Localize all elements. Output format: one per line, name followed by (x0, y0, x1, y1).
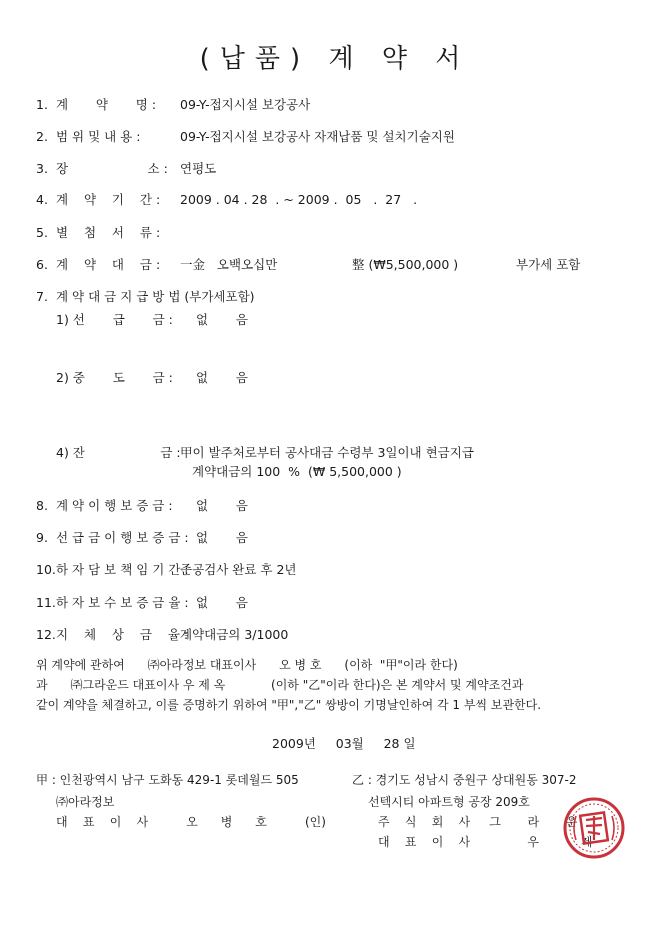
company-seal-icon (562, 796, 626, 860)
clause-line-1: 위 계약에 관하여 ㈜아라정보 대표이사 오 병 호 (이하 "甲"이라 한다) (36, 658, 458, 672)
payment-label: 2) 중 도 금 : (56, 370, 173, 385)
item-number: 2. (36, 129, 48, 144)
item-value: 2009 . 04 . 28 . ~ 2009 . 05 . 27 . (180, 192, 418, 207)
item-label: 선 급 금 이 행 보 증 금 : (56, 530, 189, 545)
payment-value-amount: 계약대금의 100 % (₩ 5,500,000 ) (192, 464, 402, 479)
item-label: 별 첨 서 류 : (56, 225, 161, 240)
item-number: 6. (36, 257, 48, 272)
item-value: 09-Y-접지시설 보강공사 자재납품 및 설치기술지원 (180, 129, 455, 144)
party-a-representative: 대 표 이 사 오 병 호 (인) (56, 815, 326, 829)
item-value: 없 음 (196, 498, 248, 513)
payment-label: 4) 잔 금 : (56, 445, 181, 460)
item-number: 11. (36, 595, 56, 610)
item-number: 4. (36, 192, 48, 207)
item-value: 계약대금의 3/1000 (180, 627, 289, 642)
item-number: 7. (36, 289, 48, 304)
item-value: 없 음 (196, 530, 248, 545)
item-number: 8. (36, 498, 48, 513)
item-number: 5. (36, 225, 48, 240)
contract-date: 2009년 03월 28 일 (272, 736, 416, 751)
item-value-amount: 整 (₩5,500,000 ) (352, 257, 459, 272)
payment-value: 없 음 (196, 312, 248, 327)
item-label: 계 약 대 금 지 급 방 법 (부가세포함) (56, 289, 255, 304)
item-label: 범 위 및 내 용 : (56, 129, 141, 144)
item-number: 1. (36, 97, 48, 112)
item-number: 10. (36, 562, 56, 577)
item-number: 12. (36, 627, 56, 642)
payment-label: 1) 선 급 금 : (56, 312, 173, 327)
item-value: 연평도 (180, 161, 217, 176)
payment-value: 甲이 발주처로부터 공사대금 수령부 3일이내 현금지급 (180, 445, 474, 460)
document-title: (납품) 계 약 서 (199, 44, 471, 74)
item-number: 9. (36, 530, 48, 545)
party-b-company: 주 식 회 사 그 라 운 (378, 815, 578, 829)
item-value: 09-Y-접지시설 보강공사 (180, 97, 311, 112)
payment-value: 없 음 (196, 370, 248, 385)
party-b-address-2: 선텍시티 아파트형 공장 209호 (368, 795, 530, 809)
item-value: 一金 오백오십만 (180, 257, 278, 272)
item-value: 없 음 (196, 595, 248, 610)
item-value-vat: 부가세 포함 (516, 257, 581, 272)
item-label: 계 약 명 : (56, 97, 157, 112)
item-value: 준공검사 완료 후 2년 (180, 562, 297, 577)
party-a-company: ㈜아라정보 (56, 795, 115, 809)
party-a-address: 甲 : 인천광역시 남구 도화동 429-1 롯데월드 505 (36, 773, 299, 787)
item-label: 계 약 기 간 : (56, 192, 161, 207)
item-number: 3. (36, 161, 48, 176)
clause-line-3: 같이 계약을 체결하고, 이를 증명하기 위하여 "甲","乙" 쌍방이 기명날인하여 각 1 부씩 보관한다. (36, 698, 542, 712)
clause-line-2: 과 ㈜그라운드 대표이사 우 제 옥 (이하 "乙"이라 한다)은 본 계약서 및 계약조건과 (36, 678, 524, 692)
item-label: 하 자 담 보 책 임 기 간 : (56, 562, 189, 577)
item-label: 하 자 보 수 보 증 금 율 : (56, 595, 189, 610)
item-label: 계 약 이 행 보 증 금 : (56, 498, 173, 513)
item-label: 장 소 : (56, 161, 168, 176)
party-b-address: 乙 : 경기도 성남시 중원구 상대원동 307-2 (352, 773, 577, 787)
item-label: 지 체 상 금 율 : (56, 627, 189, 642)
party-b-representative: 대 표 이 사 우 제 (378, 835, 593, 849)
item-label: 계 약 대 금 : (56, 257, 161, 272)
